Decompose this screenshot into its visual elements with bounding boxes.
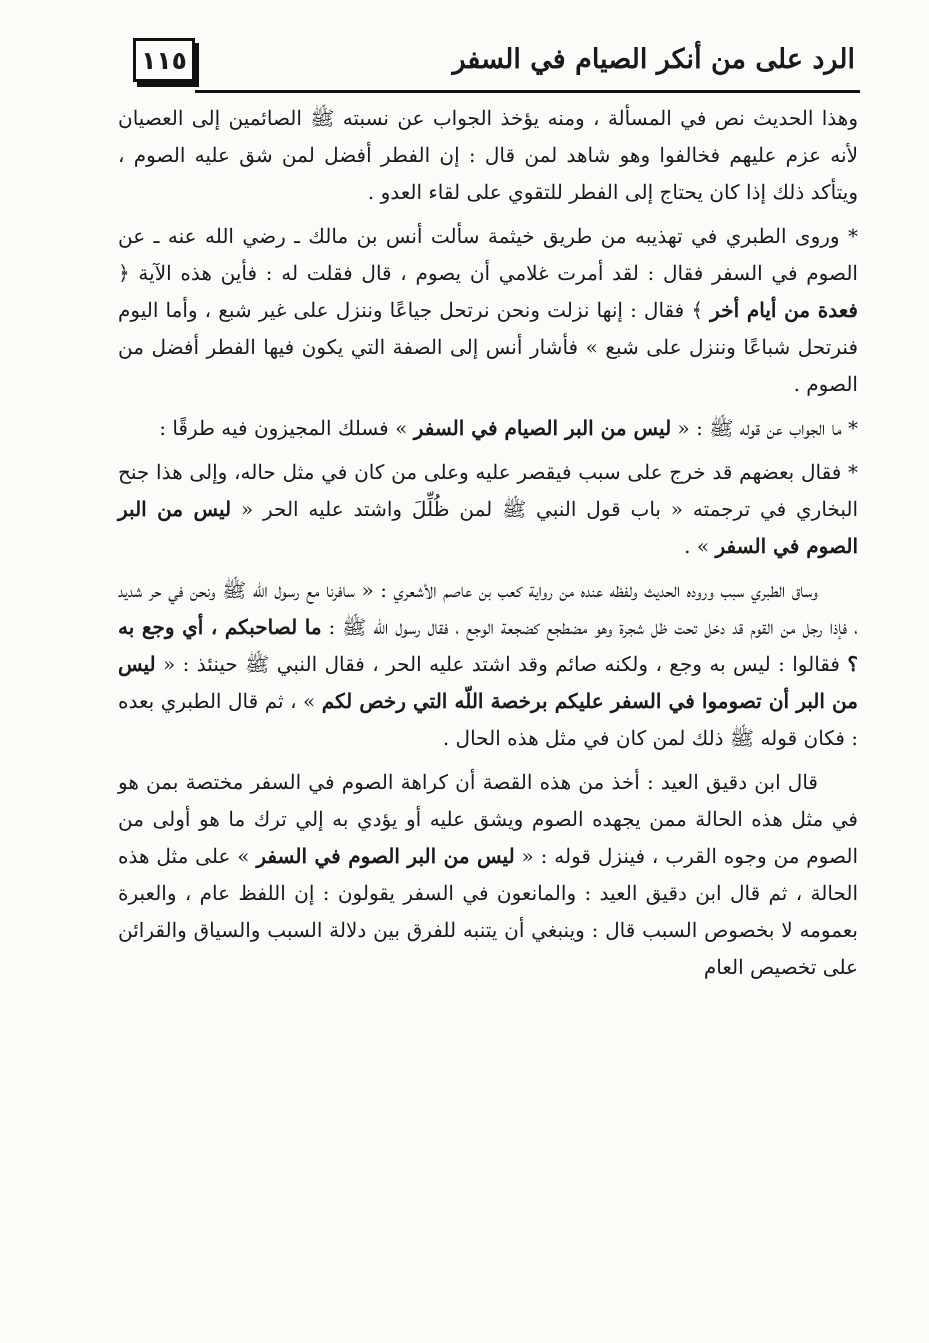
hadith-quote: ليس من البر الصيام في السفر (413, 416, 672, 440)
paragraph-4: * فقال بعضهم قد خرج على سبب فيقصر عليه وعلى من كان في مثل حاله، وإلى هذا جنح البخاري في ترجمته « باب قول النبي ﷺ لمن ظُلِّلَ واشتد عليه الحر « ليس من البر الصوم في السفر » . (118, 460, 859, 558)
paragraph-2: * وروى الطبري في تهذيبه من طريق خيثمة سألت أنس بن مالك ـ رضي الله عنه ـ عن الصوم في السفر فقال : لقد أمرت غلامي أن يصوم ، قال فقلت له : فأين هذه الآية ﴿ فعدة من أيام أخر ﴾ فقال : إنها نزلت ونحن نرتحل جياعًا وننزل على غير شبع ، وأما اليوم فنرتحل شباعًا وننزل على شبع » فأشار أنس إلى الصفة التي يكون فيها الفطر أفضل من الصوم . (118, 224, 858, 396)
hadith-quote: ليس من البر أن تصوموا في السفر عليكم برخصة اللّه التي رخص لكم (118, 652, 858, 713)
paragraph-3: * ما الجواب عن قوله ﷺ : « ليس من البر الصيام في السفر » فسلك المجيزون فيه طرقًا : (159, 416, 858, 440)
page-number: ١١٥ (133, 38, 195, 82)
paragraph-5: وساق الطبري سبب وروده الحديث ولفظه عنده من رواية كعب بن عاصم الأشعري : « سافرنا مع رسول اللّه ﷺ ونحن في حر شديد ، فإذا رجل من القوم قد دخل تحت ظل شجرة وهو مضطجع كضجعة الوجع ، فقال رسول اللّه ﷺ : ما لصاحبكم ، أي وجع به ؟ فقالوا : ليس به وجع ، ولكنه صائم وقد اشتد عليه الحر ، فقال النبي ﷺ حينئذ : « ليس من البر أن تصوموا في السفر عليكم برخصة اللّه التي رخص لكم » ، ثم قال الطبري بعده : فكان قوله ﷺ ذلك لمن كان في مثل هذه الحال . (118, 578, 858, 750)
paragraph-1: وهذا الحديث نص في المسألة ، ومنه يؤخذ الجواب عن نسبته ﷺ الصائمين إلى العصيان لأنه عزم عليهم فخالفوا وهو شاهد لمن قال : إن الفطر أفضل لمن شق عليه الصوم ، ويتأكد ذلك إذا كان يحتاج إلى الفطر للتقوي على لقاء العدو . (118, 106, 858, 204)
page-header (125, 18, 860, 98)
hadith-quote: ليس من البر الصوم في السفر (118, 497, 858, 558)
hadith-quote: ليس من البر الصوم في السفر (256, 844, 515, 868)
running-title: الرد على من أنكر الصيام في السفر (452, 44, 855, 75)
paragraph-6: قال ابن دقيق العيد : أخذ من هذه القصة أن كراهة الصوم في السفر مختصة بمن هو في مثل هذه الحالة ممن يجهده الصوم ويشق عليه أو يؤدي به إلي ترك ما هو أولى من الصوم من وجوه القرب ، فينزل قوله : « ليس من البر الصوم في السفر » على مثل هذه الحالة ، ثم قال ابن دقيق العيد : والمانعون في السفر يقولون : إن اللفظ عام ، والعبرة بعمومه لا بخصوص السبب قال : وينبغي أن يتنبه للفرق بين دلالة السبب والسياق والقرائن على تخصيص العام (118, 770, 859, 979)
header-rule (195, 90, 860, 93)
quran-quote: فعدة من أيام أخر (710, 298, 858, 322)
hadith-quote: ما لصاحبكم ، أي وجع به ؟ (118, 615, 858, 676)
body-text (118, 100, 858, 993)
